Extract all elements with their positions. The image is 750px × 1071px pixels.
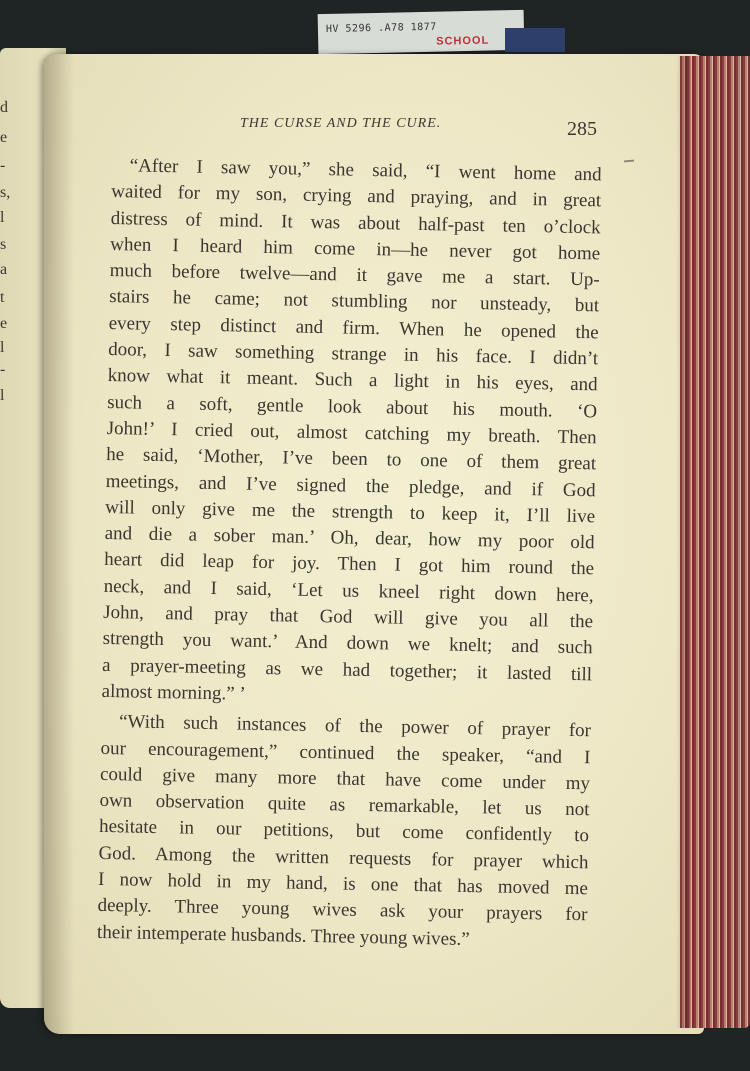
left-page-fragment: a: [0, 261, 8, 278]
text-line: I now hold in my hand, is one that has moved me: [97, 868, 589, 900]
text-line: our encouragement,” continued the speaker, “and I: [100, 737, 591, 768]
page-gutter-shadow: [44, 54, 74, 1034]
text-line: John, and pray that God will give you all the: [102, 601, 594, 633]
left-page-fragment: s,: [0, 184, 11, 201]
text-line: deeply. Three young wives ask your prayers for: [97, 895, 588, 926]
text-line: when I heard him come in—he never got home: [110, 233, 601, 265]
left-page-fragment: s: [0, 236, 7, 253]
left-page-fragment: -: [0, 361, 6, 378]
text-line: every step distinct and firm. When he opened the: [108, 312, 599, 344]
text-line: own observation quite as remarkable, let us not: [99, 790, 590, 821]
page-edges: [680, 56, 750, 1028]
library-call-number-label: [318, 10, 525, 54]
text-line: almost morning.” ’: [101, 680, 246, 705]
left-page-fragment: -: [0, 157, 6, 174]
text-line: much before twelve—and it gave me a start. Up-: [109, 260, 600, 291]
left-page-fragment: l: [0, 387, 5, 404]
text-line: heart did leap for joy. Then I got him round the: [103, 549, 595, 580]
text-line: strength you want.’ And down we knelt; and such: [102, 628, 593, 659]
left-page-fragment: l: [0, 209, 5, 226]
text-line: know what it meant. Such a light in his eyes, and: [107, 365, 598, 396]
text-line: waited for my son, crying and praying, and in great: [111, 181, 602, 212]
left-page-fragment: e: [0, 315, 8, 332]
book-cover-edge: [505, 28, 565, 52]
text-line: distress of mind. It was about half-past ten o’clock: [110, 207, 601, 238]
body-text: [97, 153, 602, 955]
text-line: neck, and I said, ‘Let us kneel right down here,: [103, 575, 594, 607]
text-line: could give many more that have come under my: [99, 763, 591, 795]
text-line: will only give me the strength to keep it, I’ll live: [104, 496, 596, 528]
text-line: and die a sober man.’ Oh, dear, how my poor old: [104, 523, 595, 554]
text-line: door, I saw something strange in his face. I didn’t: [108, 339, 599, 370]
text-line: meetings, and I’ve signed the pledge, and if God: [105, 470, 596, 501]
left-page-fragment: d: [0, 99, 8, 116]
text-line: John!’ I cried out, almost catching my breath. Then: [106, 417, 597, 449]
text-line: their intemperate husbands. Three young wives.”: [96, 921, 470, 950]
call-number: HV 5296 .A78 1877: [325, 21, 437, 35]
page-number: 285: [567, 118, 597, 140]
text-line: “After I saw you,” she said, “I went home and: [129, 155, 602, 186]
left-page-fragment: e: [0, 129, 8, 146]
text-line: stairs he came; not stumbling nor unsteady, but: [109, 286, 600, 317]
page-edge-shadow: [676, 56, 690, 1028]
paragraph: [97, 709, 591, 955]
text-line: he said, ‘Mother, I’ve been to one of them great: [106, 444, 597, 475]
text-line: God. Among the written requests for prayer which: [98, 842, 589, 873]
label-stamp: SCHOOL: [436, 34, 490, 48]
text-line: a prayer-meeting as we had together; it lasted till: [101, 654, 593, 685]
left-page-fragment: t: [0, 289, 5, 306]
text-line: such a soft, gentle look about his mouth. ‘O: [107, 391, 598, 423]
running-head: THE CURSE AND THE CURE.: [240, 116, 442, 131]
left-page-fragment: l: [0, 339, 5, 356]
text-line: “With such instances of the power of prayer for: [118, 711, 592, 742]
text-line: hesitate in our petitions, but come confidently to: [98, 816, 590, 847]
paragraph: [101, 153, 602, 715]
